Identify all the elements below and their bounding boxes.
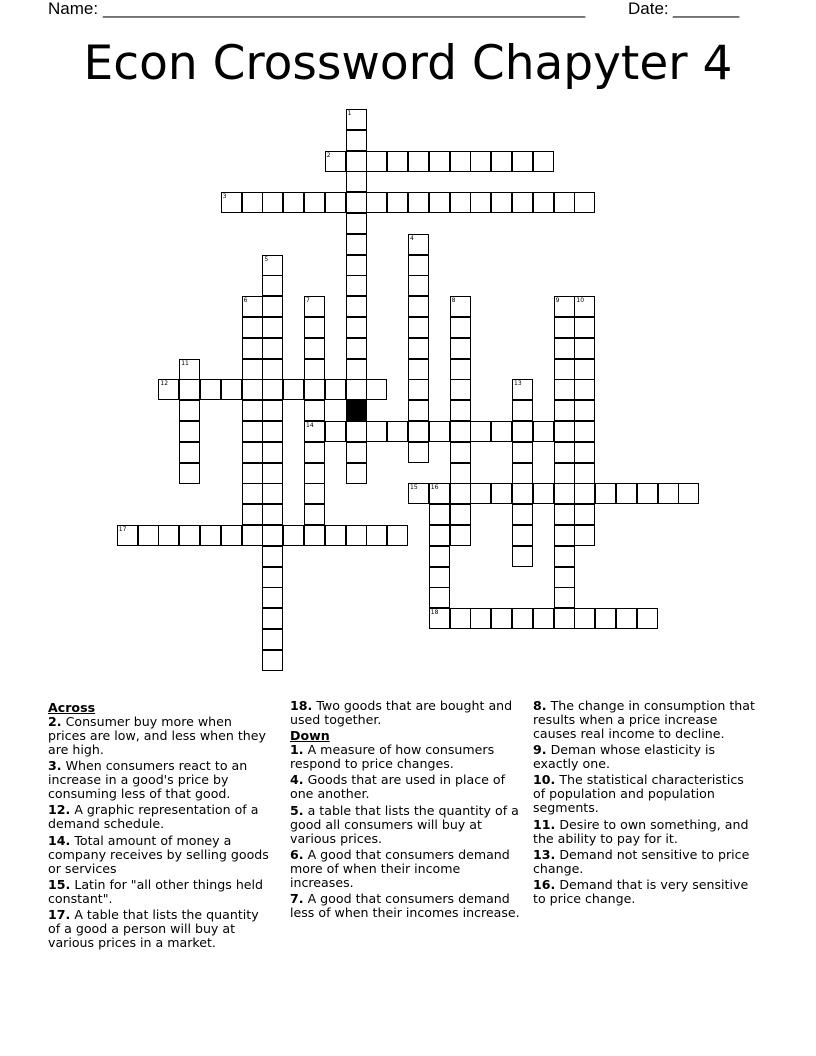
clue-number: 18 [430, 609, 439, 617]
clue-number: 18. [290, 698, 313, 713]
grid-cell[interactable] [512, 151, 533, 172]
grid-cell[interactable] [242, 338, 263, 359]
grid-cell[interactable] [450, 379, 471, 400]
grid-cell[interactable] [554, 504, 575, 525]
grid-cell[interactable] [512, 463, 533, 484]
grid-cell[interactable] [450, 192, 471, 213]
grid-cell[interactable] [470, 192, 491, 213]
grid-cell[interactable] [262, 567, 283, 588]
grid-cell[interactable] [262, 608, 283, 629]
grid-cell[interactable] [262, 359, 283, 380]
grid-cell[interactable] [554, 317, 575, 338]
grid-cell[interactable] [408, 483, 429, 504]
grid-cell[interactable] [512, 192, 533, 213]
down-clue [290, 892, 526, 920]
grid-cell[interactable] [346, 359, 367, 380]
grid-cell[interactable] [179, 525, 200, 546]
clue-number: 9 [555, 297, 560, 305]
grid-cell[interactable] [450, 400, 471, 421]
grid-cell[interactable] [408, 192, 429, 213]
grid-cell[interactable] [242, 442, 263, 463]
grid-cell[interactable] [346, 338, 367, 359]
grid-cell[interactable] [325, 525, 346, 546]
grid-cell[interactable] [262, 296, 283, 317]
grid-cell[interactable] [512, 525, 533, 546]
grid-cell[interactable] [179, 463, 200, 484]
grid-cell[interactable] [554, 546, 575, 567]
clue-text: Two goods that are bought and used together. [290, 698, 513, 727]
grid-cell[interactable] [533, 421, 554, 442]
clue-text: a table that lists the quantity of a good all consumers will buy at various prices. [290, 802, 519, 846]
down-clue [533, 773, 758, 815]
name-line[interactable]: ___________________________________________________ [103, 0, 586, 18]
grid-cell[interactable] [304, 317, 325, 338]
grid-cell[interactable] [179, 421, 200, 442]
clue-text: A table that lists the quantity of a good a person will buy at various prices in a market. [48, 906, 259, 950]
grid-cell[interactable] [387, 421, 408, 442]
grid-cell[interactable] [533, 151, 554, 172]
down-clue [533, 743, 758, 771]
grid-cell[interactable] [574, 317, 595, 338]
grid-cell[interactable] [491, 608, 512, 629]
grid-cell[interactable] [450, 338, 471, 359]
grid-cell[interactable] [429, 608, 450, 629]
grid-cell[interactable] [221, 379, 242, 400]
clue-number: 9. [533, 742, 547, 758]
grid-cell[interactable] [429, 567, 450, 588]
grid-cell[interactable] [574, 338, 595, 359]
clue-text: A measure of how consumers respond to price changes. [290, 742, 495, 772]
grid-cell[interactable] [491, 483, 512, 504]
down-clue [290, 804, 526, 846]
grid-cell[interactable] [408, 421, 429, 442]
across-clue [290, 699, 526, 727]
grid-cell[interactable] [346, 421, 367, 442]
grid-cell[interactable] [262, 483, 283, 504]
grid-cell[interactable] [408, 255, 429, 276]
grid-cell[interactable] [512, 504, 533, 525]
clue-number: 17. [48, 906, 71, 922]
grid-cell[interactable] [262, 504, 283, 525]
grid-cell[interactable] [408, 234, 429, 255]
grid-cell[interactable] [117, 525, 138, 546]
clue-number: 16 [430, 484, 439, 492]
grid-cell[interactable] [429, 483, 450, 504]
grid-cell[interactable] [554, 400, 575, 421]
grid-cell[interactable] [179, 379, 200, 400]
grid-cell[interactable] [387, 151, 408, 172]
grid-cell[interactable] [470, 421, 491, 442]
grid-cell[interactable] [554, 567, 575, 588]
grid-cell[interactable] [346, 130, 367, 151]
grid-cell[interactable] [200, 379, 221, 400]
grid-cell[interactable] [262, 379, 283, 400]
grid-cell[interactable] [346, 296, 367, 317]
grid-cell[interactable] [450, 359, 471, 380]
clue-text: Demand that is very sensitive to price change. [533, 876, 749, 906]
clue-text: The change in consumption that results when a price increase causes real income to decline. [533, 698, 755, 741]
grid-cell[interactable] [283, 525, 304, 546]
grid-cell[interactable] [242, 379, 263, 400]
grid-cell[interactable] [450, 296, 471, 317]
grid-cell[interactable] [179, 442, 200, 463]
grid-cell[interactable] [346, 442, 367, 463]
grid-cell[interactable] [304, 296, 325, 317]
clue-number: 13. [533, 846, 556, 862]
grid-cell[interactable] [574, 359, 595, 380]
across-clue [48, 834, 273, 876]
clues-column-3 [533, 699, 758, 908]
grid-cell[interactable] [554, 483, 575, 504]
grid-cell[interactable] [512, 483, 533, 504]
clue-number: 6. [290, 846, 304, 862]
grid-cell[interactable] [346, 317, 367, 338]
clue-number: 7 [306, 297, 310, 305]
clue-number: 10 [576, 297, 585, 305]
grid-cell[interactable] [262, 546, 283, 567]
clue-number: 11 [181, 359, 189, 367]
grid-cell[interactable] [574, 483, 595, 504]
grid-cell[interactable] [450, 442, 471, 463]
clue-text: A graphic representation of a demand schedule. [48, 802, 259, 832]
grid-cell[interactable] [429, 587, 450, 608]
grid-cell[interactable] [346, 234, 367, 255]
clue-number: 17 [118, 526, 127, 533]
grid-cell[interactable] [616, 483, 637, 504]
clue-text: When consumers react to an increase in a good's price by consuming less of that good. [48, 758, 248, 802]
grid-cell[interactable] [304, 442, 325, 463]
grid-cell[interactable] [262, 400, 283, 421]
grid-cell[interactable] [408, 296, 429, 317]
clues-column-1 [48, 699, 273, 952]
grid-cell[interactable] [242, 192, 263, 213]
grid-cell[interactable] [262, 421, 283, 442]
grid-cell[interactable] [242, 421, 263, 442]
down-clue [533, 878, 758, 906]
date-label: Date: [628, 0, 669, 18]
clue-number: 3 [222, 193, 227, 201]
grid-cell[interactable] [554, 608, 575, 629]
grid-cell[interactable] [408, 338, 429, 359]
clue-text: A good that consumers demand more of when their income increases. [290, 846, 510, 890]
clue-number: 7. [290, 890, 304, 906]
grid-cell[interactable] [387, 192, 408, 213]
grid-cell[interactable] [346, 463, 367, 484]
grid-cell[interactable] [616, 608, 637, 629]
grid-cell[interactable] [304, 483, 325, 504]
grid-cell[interactable] [491, 421, 512, 442]
grid-cell[interactable] [554, 442, 575, 463]
grid-cell[interactable] [325, 192, 346, 213]
grid-cell[interactable] [512, 421, 533, 442]
grid-cell[interactable] [408, 151, 429, 172]
grid-cell[interactable] [366, 151, 387, 172]
clue-number: 2. [48, 714, 62, 729]
grid-cell[interactable] [304, 525, 325, 546]
grid-cell[interactable] [262, 255, 283, 276]
grid-cell[interactable] [408, 359, 429, 380]
grid-cell[interactable] [179, 400, 200, 421]
grid-cell[interactable] [283, 192, 304, 213]
grid-cell[interactable] [470, 608, 491, 629]
clue-number: 8 [451, 297, 456, 305]
down-heading: Down [290, 728, 330, 744]
clue-text: Demand not sensitive to price change. [533, 846, 750, 876]
grid-cell[interactable] [242, 400, 263, 421]
clue-number: 10. [533, 772, 556, 788]
grid-cell[interactable] [512, 608, 533, 629]
grid-cell[interactable] [637, 483, 658, 504]
clue-text: Deman whose elasticity is exactly one. [533, 742, 716, 772]
grid-cell[interactable] [512, 379, 533, 400]
grid-cell[interactable] [554, 359, 575, 380]
name-label: Name: [48, 0, 99, 18]
grid-cell[interactable] [408, 442, 429, 463]
clue-number: 13 [514, 380, 522, 388]
grid-cell[interactable] [429, 421, 450, 442]
clue-number: 4 [410, 234, 414, 242]
grid-cell[interactable] [408, 400, 429, 421]
clue-number: 15 [410, 484, 418, 492]
grid-cell[interactable] [346, 192, 367, 213]
grid-cell[interactable] [429, 192, 450, 213]
black-cell [346, 400, 367, 421]
down-clue [533, 818, 758, 846]
across-clue [48, 908, 273, 950]
grid-cell[interactable] [554, 421, 575, 442]
clue-number: 4. [290, 772, 304, 788]
grid-cell[interactable] [574, 192, 595, 213]
grid-cell[interactable] [595, 483, 616, 504]
grid-cell[interactable] [491, 151, 512, 172]
grid-cell[interactable] [574, 296, 595, 317]
grid-cell[interactable] [242, 504, 263, 525]
clue-number: 1. [290, 742, 304, 758]
grid-cell[interactable] [366, 421, 387, 442]
clue-number: 3. [48, 758, 62, 774]
grid-cell[interactable] [512, 546, 533, 567]
clue-text: Consumer buy more when prices are low, and less when they are high. [48, 714, 266, 757]
grid-cell[interactable] [574, 400, 595, 421]
clue-number: 5. [290, 802, 304, 818]
grid-cell[interactable] [429, 151, 450, 172]
grid-cell[interactable] [346, 275, 367, 296]
grid-cell[interactable] [346, 525, 367, 546]
grid-cell[interactable] [346, 379, 367, 400]
grid-cell[interactable] [262, 629, 283, 650]
clue-number: 12. [48, 802, 71, 818]
grid-cell[interactable] [450, 504, 471, 525]
grid-cell[interactable] [408, 379, 429, 400]
grid-cell[interactable] [554, 463, 575, 484]
grid-cell[interactable] [554, 525, 575, 546]
clue-number: 14. [48, 832, 71, 848]
grid-cell[interactable] [304, 338, 325, 359]
grid-cell[interactable] [450, 421, 471, 442]
grid-cell[interactable] [408, 275, 429, 296]
grid-cell[interactable] [574, 463, 595, 484]
across-clue [48, 715, 273, 757]
grid-cell[interactable] [678, 483, 699, 504]
grid-cell[interactable] [262, 525, 283, 546]
down-clue [290, 743, 526, 771]
grid-cell[interactable] [554, 587, 575, 608]
grid-cell[interactable] [325, 421, 346, 442]
grid-cell[interactable] [242, 317, 263, 338]
grid-cell[interactable] [262, 338, 283, 359]
grid-cell[interactable] [242, 296, 263, 317]
grid-cell[interactable] [262, 463, 283, 484]
grid-cell[interactable] [221, 192, 242, 213]
grid-cell[interactable] [304, 400, 325, 421]
grid-cell[interactable] [470, 151, 491, 172]
grid-cell[interactable] [574, 379, 595, 400]
grid-cell[interactable] [554, 192, 575, 213]
grid-cell[interactable] [574, 421, 595, 442]
grid-cell[interactable] [512, 400, 533, 421]
grid-cell[interactable] [574, 525, 595, 546]
grid-cell[interactable] [200, 525, 221, 546]
grid-cell[interactable] [366, 525, 387, 546]
grid-cell[interactable] [470, 483, 491, 504]
across-clue [48, 878, 273, 906]
grid-cell[interactable] [450, 463, 471, 484]
clues-column-2 [290, 699, 526, 922]
clue-number: 11. [533, 816, 556, 832]
grid-cell[interactable] [429, 504, 450, 525]
grid-cell[interactable] [450, 608, 471, 629]
grid-cell[interactable] [179, 359, 200, 380]
grid-cell[interactable] [429, 546, 450, 567]
across-clue [48, 759, 273, 801]
clue-text: Latin for "all other things held constant". [48, 876, 264, 906]
across-heading: Across [48, 700, 96, 715]
clue-text: Goods that are used in place of one another. [290, 772, 506, 802]
grid-cell[interactable] [366, 192, 387, 213]
across-clue [48, 803, 273, 831]
grid-cell[interactable] [262, 587, 283, 608]
grid-cell[interactable] [262, 192, 283, 213]
down-clue [533, 699, 758, 741]
clue-text: Total amount of money a company receives by selling goods or services [48, 832, 269, 876]
clue-number: 6 [243, 297, 248, 305]
down-clue [290, 773, 526, 801]
grid-cell[interactable] [533, 483, 554, 504]
grid-cell[interactable] [242, 359, 263, 380]
page-title: Econ Crossword Chapyter 4 [83, 36, 733, 91]
clue-number: 1 [347, 110, 352, 117]
grid-cell[interactable] [325, 151, 346, 172]
grid-cell[interactable] [262, 275, 283, 296]
grid-cell[interactable] [491, 192, 512, 213]
grid-cell[interactable] [554, 296, 575, 317]
grid-cell[interactable] [262, 442, 283, 463]
grid-cell[interactable] [346, 255, 367, 276]
grid-cell[interactable] [304, 379, 325, 400]
clue-number: 15. [48, 876, 71, 892]
grid-cell[interactable] [574, 442, 595, 463]
clue-number: 16. [533, 876, 556, 892]
grid-cell[interactable] [533, 192, 554, 213]
clue-number: 5 [264, 255, 269, 263]
grid-cell[interactable] [346, 109, 367, 130]
grid-cell[interactable] [221, 525, 242, 546]
grid-cell[interactable] [512, 442, 533, 463]
clue-text: The statistical characteristics of population and population segments. [533, 772, 744, 816]
grid-cell[interactable] [450, 525, 471, 546]
grid-cell[interactable] [304, 192, 325, 213]
grid-cell[interactable] [366, 379, 387, 400]
grid-cell[interactable] [574, 504, 595, 525]
clue-text: A good that consumers demand less of when their incomes increase. [290, 890, 520, 920]
grid-cell[interactable] [283, 379, 304, 400]
grid-cell[interactable] [325, 379, 346, 400]
grid-cell[interactable] [387, 525, 408, 546]
clue-text: Desire to own something, and the ability to pay for it. [533, 816, 749, 846]
clue-number: 8. [533, 698, 547, 713]
grid-cell[interactable] [304, 463, 325, 484]
date-line[interactable]: _______ [673, 0, 740, 18]
grid-cell[interactable] [429, 525, 450, 546]
grid-cell[interactable] [346, 171, 367, 192]
grid-cell[interactable] [304, 359, 325, 380]
grid-cell[interactable] [346, 213, 367, 234]
grid-cell[interactable] [554, 379, 575, 400]
down-clue [290, 848, 526, 890]
grid-cell[interactable] [637, 608, 658, 629]
grid-cell[interactable] [658, 483, 679, 504]
grid-cell[interactable] [346, 151, 367, 172]
grid-cell[interactable] [242, 483, 263, 504]
grid-cell[interactable] [450, 483, 471, 504]
grid-cell[interactable] [574, 608, 595, 629]
grid-cell[interactable] [138, 525, 159, 546]
grid-cell[interactable] [450, 317, 471, 338]
grid-cell[interactable] [242, 463, 263, 484]
grid-cell[interactable] [262, 650, 283, 671]
grid-cell[interactable] [408, 317, 429, 338]
clue-number: 2 [326, 151, 331, 159]
grid-cell[interactable] [158, 525, 179, 546]
grid-cell[interactable] [554, 338, 575, 359]
grid-cell[interactable] [533, 608, 554, 629]
clue-number: 14 [306, 422, 314, 429]
grid-cell[interactable] [242, 525, 263, 546]
grid-cell[interactable] [262, 317, 283, 338]
grid-cell[interactable] [595, 608, 616, 629]
grid-cell[interactable] [304, 421, 325, 442]
grid-cell[interactable] [304, 504, 325, 525]
down-clue [533, 848, 758, 876]
grid-cell[interactable] [158, 379, 179, 400]
clue-number: 12 [160, 380, 169, 388]
grid-cell[interactable] [450, 151, 471, 172]
